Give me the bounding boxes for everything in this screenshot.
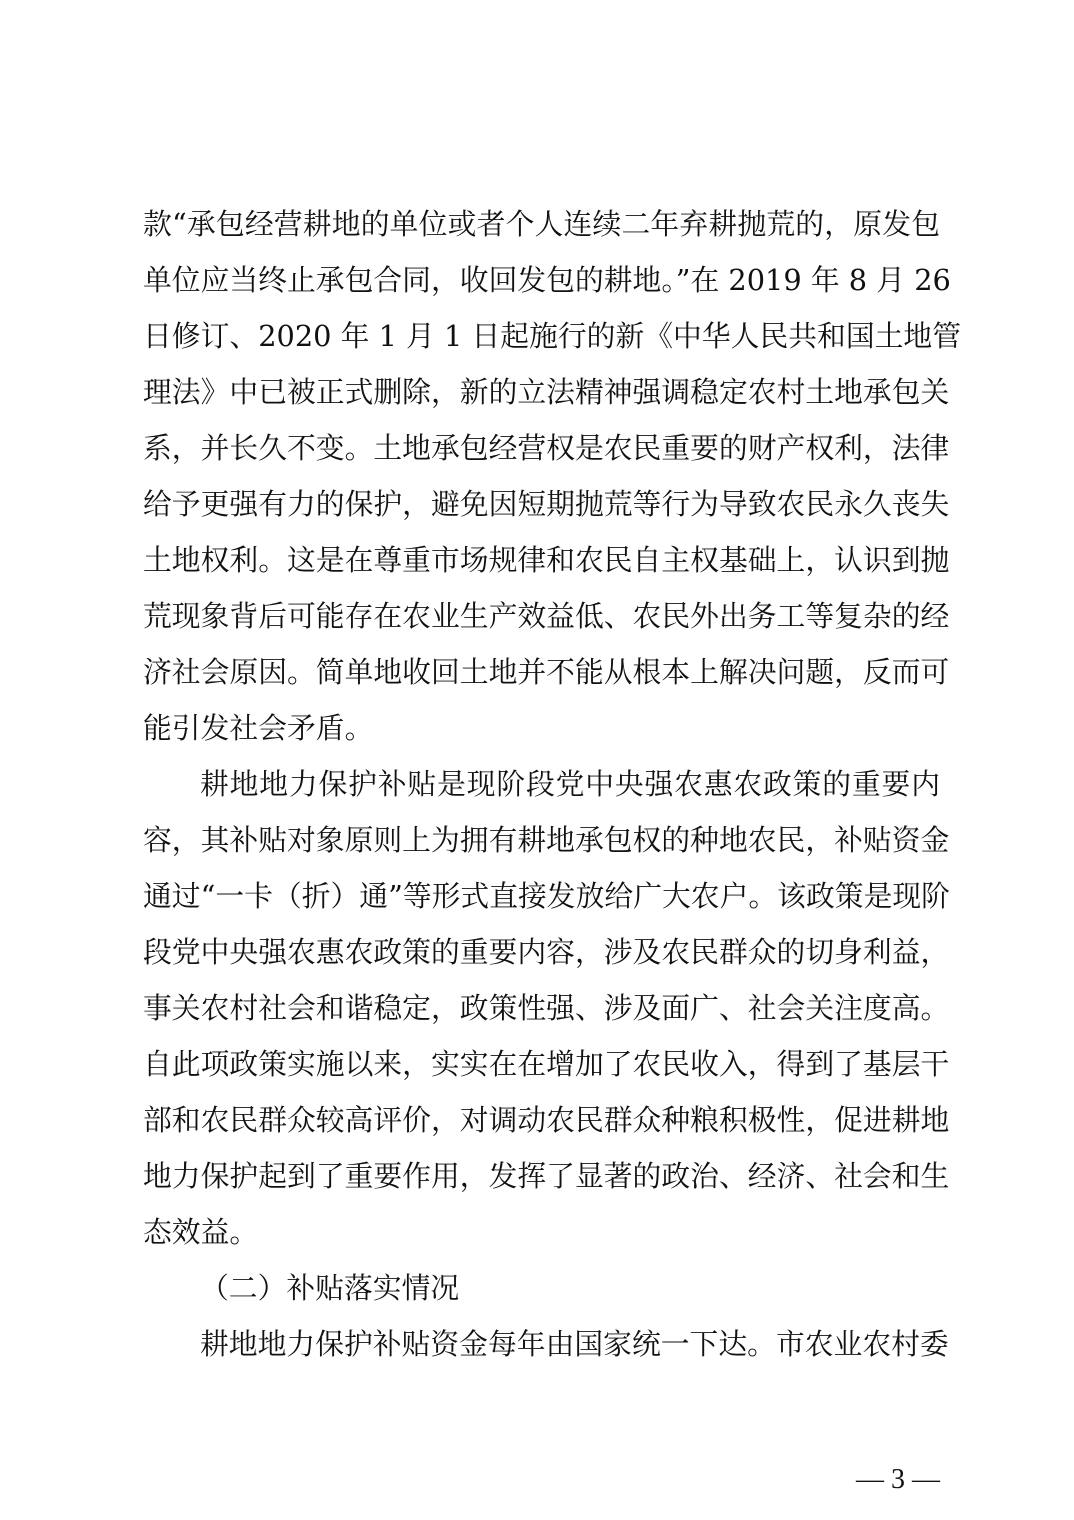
- paragraph-2-line-8: 地力保护起到了重要作用，发挥了显著的政治、经济、社会和生: [143, 1159, 950, 1193]
- paragraph-1-line-4: 理法》中已被正式删除，新的立法精神强调稳定农村土地承包关: [143, 375, 950, 409]
- paragraph-1-line-1: 款“承包经营耕地的单位或者个人连续二年弃耕抛荒的，原发包: [143, 207, 940, 241]
- paragraph-3-line-1: 耕地地力保护补贴资金每年由国家统一下达。市农业农村委: [200, 1327, 949, 1361]
- paragraph-2-line-3: 通过“一卡（折）通”等形式直接发放给广大农户。该政策是现阶: [143, 879, 950, 913]
- paragraph-1-line-3: 日修订、2020 年 1 月 1 日起施行的新《中华人民共和国土地管: [143, 319, 962, 353]
- paragraph-2-line-2: 容，其补贴对象原则上为拥有耕地承包权的种地农民，补贴资金: [143, 823, 950, 857]
- paragraph-2-line-9: 态效益。: [143, 1215, 259, 1249]
- page-number: — 3 —: [856, 1464, 940, 1495]
- paragraph-1-line-2: 单位应当终止承包合同，收回发包的耕地。”在 2019 年 8 月 26: [143, 263, 951, 297]
- paragraph-2-line-4: 段党中央强农惠农政策的重要内容，涉及农民群众的切身利益，: [143, 935, 950, 969]
- paragraph-1-line-8: 荒现象背后可能存在农业生产效益低、农民外出务工等复杂的经: [143, 599, 950, 633]
- paragraph-1-line-9: 济社会原因。简单地收回土地并不能从根本上解决问题，反而可: [143, 655, 950, 689]
- paragraph-1-line-6: 给予更强有力的保护，避免因短期抛荒等行为导致农民永久丧失: [143, 487, 950, 521]
- paragraph-1-line-10: 能引发社会矛盾。: [143, 711, 374, 745]
- paragraph-2-line-5: 事关农村社会和谐稳定，政策性强、涉及面广、社会关注度高。: [143, 991, 950, 1025]
- paragraph-2-line-1: 耕地地力保护补贴是现阶段党中央强农惠农政策的重要内: [200, 767, 940, 801]
- paragraph-2-line-6: 自此项政策实施以来，实实在在增加了农民收入，得到了基层干: [143, 1047, 950, 1081]
- paragraph-1-line-7: 土地权利。这是在尊重市场规律和农民自主权基础上，认识到抛: [143, 543, 950, 577]
- section-heading: （二）补贴落实情况: [200, 1271, 460, 1305]
- paragraph-2-line-7: 部和农民群众较高评价，对调动农民群众种粮积极性，促进耕地: [143, 1103, 950, 1137]
- paragraph-1-line-5: 系，并长久不变。土地承包经营权是农民重要的财产权利，法律: [143, 431, 950, 465]
